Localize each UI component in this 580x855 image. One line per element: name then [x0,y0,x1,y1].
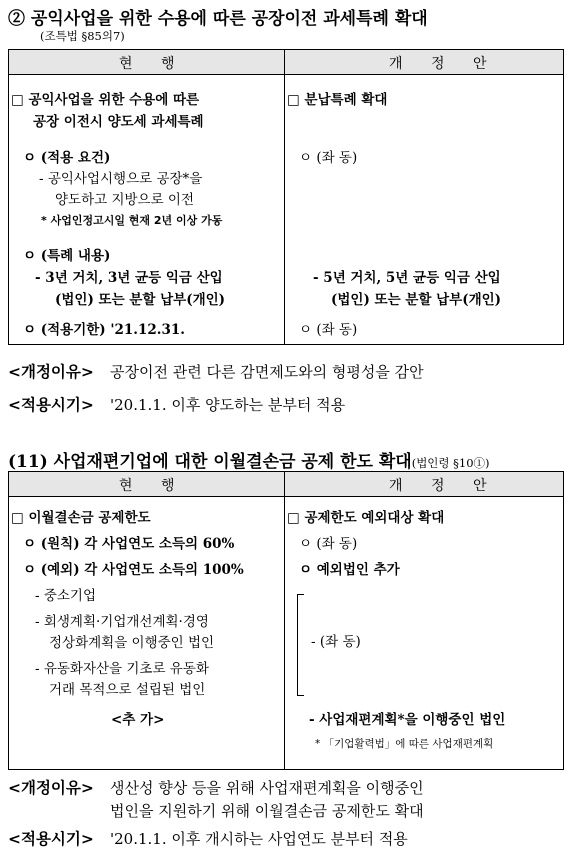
reason-line1: 생산성 향상 등을 위해 사업재편계획을 이행중인 [110,779,424,797]
special-title: ㅇ (특례 내용) [23,248,111,264]
addition-marker: <추 가> [111,712,165,728]
section2-title [8,447,490,472]
reason-line2: 법인을 지원하기 위해 이월결손금 공제한도 확대 [110,802,424,820]
revised-requirement: ㅇ (좌 동) [299,150,358,166]
reason-text: 공장이전 관련 다른 감면제도와의 형평성을 감안 [110,363,424,381]
revised-special-line1: - 5년 거치, 5년 균등 익금 산입 [313,270,501,286]
revised-same: - (좌 동) [311,634,361,650]
revised-new-item: - 사업재편계획*을 이행중인 법인 [309,712,506,728]
revised-column-header: 개 정 안 [389,56,499,72]
period-text: ㅇ (적용기한) '21.12.31. [23,322,185,338]
column-divider [284,472,285,769]
revised-column-header: 개 정 안 [389,478,499,494]
current-column-header: 현 행 [119,478,187,494]
requirement-line1: - 공익사업시행으로 공장*을 [39,171,203,187]
table-header [9,50,563,75]
section1-table [8,49,564,345]
current-heading: □ 이월결손금 공제한도 [11,510,151,526]
current-heading-line1: □ 공익사업을 위한 수용에 따른 [11,92,200,108]
exception-item2-line2: 정상화계획을 이행중인 법인 [49,635,215,651]
reason-label: <개정이유> [8,779,94,797]
table-header [9,472,563,497]
current-column-header: 현 행 [119,56,187,72]
revised-special-line2: (법인) 또는 분할 납부(개인) [331,292,502,308]
column-divider [284,50,285,344]
section2-title-text: (11) 사업재편기업에 대한 이월결손금 공제 한도 확대 [8,452,412,472]
section2-table [8,471,564,770]
revised-period: ㅇ (좌 동) [299,322,358,338]
exception-item-sme: - 중소기업 [35,588,97,604]
revised-principle: ㅇ (좌 동) [299,536,358,552]
special-line2: (법인) 또는 분할 납부(개인) [55,292,226,308]
section1-reference: (조특법 §85의7) [40,29,125,43]
exception-item2-line1: - 회생계획·기업개선계획·경영 [35,614,209,630]
same-bracket [297,594,304,696]
revised-exception: ㅇ 예외법인 추가 [299,562,400,578]
current-heading-line2: 공장 이전시 양도세 과세특례 [33,114,204,130]
exception-item3-line2: 거래 목적으로 설립된 법인 [49,682,206,698]
special-line1: - 3년 거치, 3년 균등 익금 산입 [35,270,223,286]
revised-new-note: * 「기업활력법」에 따른 사업재편계획 [315,738,494,750]
apply-text: '20.1.1. 이후 개시하는 사업연도 분부터 적용 [110,830,408,848]
requirement-line2: 양도하고 지방으로 이전 [55,192,194,208]
exception-item3-line1: - 유동화자산을 기초로 유동화 [35,661,209,677]
apply-label: <적용시기> [8,830,94,848]
apply-text: '20.1.1. 이후 양도하는 분부터 적용 [110,396,346,414]
revised-heading: □ 분납특례 확대 [287,92,388,108]
revised-heading: □ 공제한도 예외대상 확대 [287,510,445,526]
section2-reference: (법인령 §10①) [411,456,490,470]
apply-label: <적용시기> [8,396,94,414]
principle-text: ㅇ (원칙) 각 사업연도 소득의 60% [23,536,235,552]
section1-title: ② 공익사업을 위한 수용에 따른 공장이전 과세특례 확대 [8,9,428,29]
exception-text: ㅇ (예외) 각 사업연도 소득의 100% [23,562,244,578]
requirement-note: * 사업인정고시일 현재 2년 이상 가동 [41,214,223,227]
requirement-title: ㅇ (적용 요건) [23,150,111,166]
reason-label: <개정이유> [8,363,94,381]
